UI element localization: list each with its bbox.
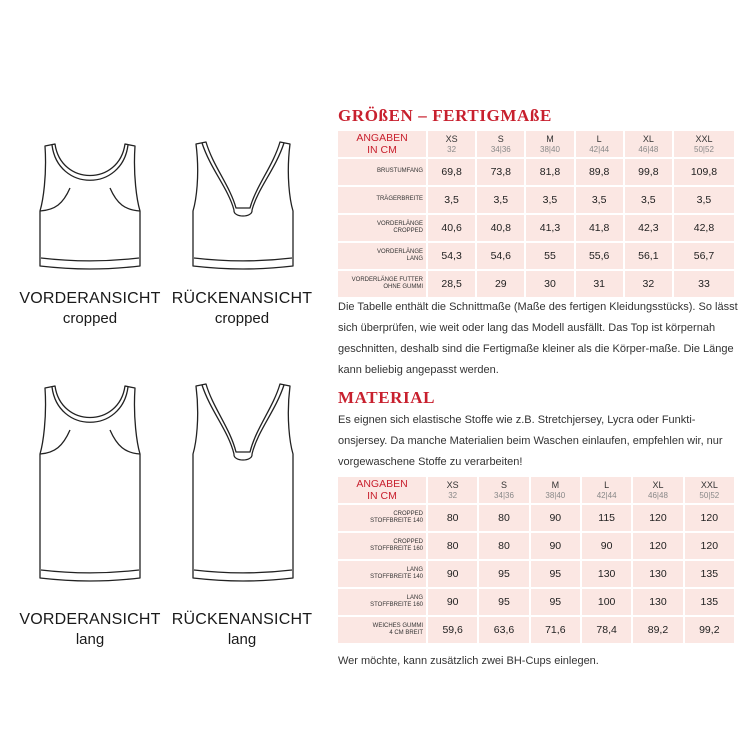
value-cell: 99,8 — [623, 159, 672, 185]
value-cell: 90 — [529, 533, 580, 559]
value-cell: 90 — [426, 561, 477, 587]
value-cell: 95 — [477, 561, 528, 587]
row-label: LANG STOFFBREITE 140 — [338, 561, 426, 587]
corner-line: IN CM — [367, 490, 397, 502]
value-cell: 120 — [683, 505, 734, 531]
value-cell: 41,3 — [524, 215, 573, 241]
value-cell: 99,2 — [683, 617, 734, 643]
value-cell: 71,6 — [529, 617, 580, 643]
row-label: TRÄGERBREITE — [338, 187, 426, 213]
row-label: VORDERLÄNGE LANG — [338, 243, 426, 269]
value-cell: 3,5 — [672, 187, 734, 213]
corner-line: IN CM — [367, 144, 397, 156]
caption-back-cropped — [157, 289, 327, 329]
value-cell: 95 — [529, 561, 580, 587]
value-cell: 120 — [631, 533, 682, 559]
value-cell: 100 — [580, 589, 631, 615]
size-column-header: S 34|36 — [475, 131, 524, 157]
value-cell: 31 — [574, 271, 623, 297]
material-heading: MATERIAL — [338, 388, 436, 407]
corner-line: ANGABEN — [356, 478, 408, 490]
value-cell: 89,8 — [574, 159, 623, 185]
sizes-heading: GRÖßEN – FERTIGMAßE — [338, 106, 552, 125]
value-cell: 55 — [524, 243, 573, 269]
table-row — [338, 215, 734, 241]
table-row — [338, 533, 734, 559]
value-cell: 30 — [524, 271, 573, 297]
value-cell: 90 — [580, 533, 631, 559]
value-cell: 120 — [631, 505, 682, 531]
size-column-header: XL 46|48 — [631, 477, 682, 503]
value-cell: 63,6 — [477, 617, 528, 643]
caption-front-cropped — [5, 289, 175, 329]
value-cell: 33 — [672, 271, 734, 297]
table-header-row — [338, 131, 734, 157]
back-long-sketch — [178, 366, 308, 596]
row-label: VORDERLÄNGE CROPPED — [338, 215, 426, 241]
row-label: BRUSTUMFANG — [338, 159, 426, 185]
value-cell: 69,8 — [426, 159, 475, 185]
value-cell: 40,6 — [426, 215, 475, 241]
value-cell: 3,5 — [574, 187, 623, 213]
value-cell: 120 — [683, 533, 734, 559]
value-cell: 56,1 — [623, 243, 672, 269]
size-column-header: XL 46|48 — [623, 131, 672, 157]
size-column-header: XXL 50|52 — [672, 131, 734, 157]
size-column-header: S 34|36 — [477, 477, 528, 503]
size-column-header: M 38|40 — [524, 131, 573, 157]
value-cell: 89,2 — [631, 617, 682, 643]
caption-back-long — [157, 610, 327, 650]
row-label: WEICHES GUMMI 4 CM BREIT — [338, 617, 426, 643]
value-cell: 135 — [683, 561, 734, 587]
row-label: VORDERLÄNGE FUTTER OHNE GUMMI — [338, 271, 426, 297]
size-column-header: M 38|40 — [529, 477, 580, 503]
value-cell: 130 — [631, 589, 682, 615]
table-header-row — [338, 477, 734, 503]
table-corner-cell — [338, 131, 426, 157]
caption-view: VORDERANSICHT — [19, 290, 161, 307]
value-cell: 90 — [529, 505, 580, 531]
value-cell: 80 — [426, 505, 477, 531]
caption-variant: lang — [227, 631, 257, 648]
material-text: Es eignen sich elastische Stoffe wie z.B. Stretchjersey, Lycra oder Funkti-onsjersey. Da manche Materialien beim Waschen einlaufen, empfehlen wir, nur vorgewaschene Stoffe zu verarbeiten! — [338, 414, 723, 468]
value-cell: 135 — [683, 589, 734, 615]
value-cell: 3,5 — [475, 187, 524, 213]
size-column-header: XS 32 — [426, 131, 475, 157]
row-label: CROPPED STOFFBREITE 160 — [338, 533, 426, 559]
value-cell: 73,8 — [475, 159, 524, 185]
value-cell: 95 — [529, 589, 580, 615]
back-cropped-sketch — [178, 126, 308, 276]
value-cell: 109,8 — [672, 159, 734, 185]
row-label: LANG STOFFBREITE 160 — [338, 589, 426, 615]
size-column-header: L 42|44 — [574, 131, 623, 157]
value-cell: 80 — [426, 533, 477, 559]
table-row — [338, 617, 734, 643]
caption-front-long — [5, 610, 175, 650]
value-cell: 80 — [477, 505, 528, 531]
table-row — [338, 159, 734, 185]
table-row — [338, 589, 734, 615]
value-cell: 3,5 — [524, 187, 573, 213]
table-corner-cell — [338, 477, 426, 503]
table-row — [338, 505, 734, 531]
caption-view: VORDERANSICHT — [19, 611, 161, 628]
value-cell: 28,5 — [426, 271, 475, 297]
value-cell: 130 — [580, 561, 631, 587]
sizes-note: Die Tabelle enthält die Schnittmaße (Maße des fertigen Kleidungsstücks). So lässt sich überprüfen, wie weit oder lang das Modell ausfällt. Das Top ist körpernah geschnitten, deshalb sind die Fertigmaße kleiner als die Körper-maße. Die Länge kann beliebig angepasst werden. — [338, 301, 738, 376]
caption-variant: cropped — [62, 310, 118, 327]
value-cell: 80 — [477, 533, 528, 559]
corner-line: ANGABEN — [356, 132, 408, 144]
table-row — [338, 187, 734, 213]
row-label: CROPPED STOFFBREITE 140 — [338, 505, 426, 531]
front-cropped-sketch — [25, 126, 155, 276]
value-cell: 56,7 — [672, 243, 734, 269]
value-cell: 41,8 — [574, 215, 623, 241]
value-cell: 115 — [580, 505, 631, 531]
value-cell: 42,8 — [672, 215, 734, 241]
size-column-header: XS 32 — [426, 477, 477, 503]
value-cell: 95 — [477, 589, 528, 615]
caption-view: RÜCKENANSICHT — [171, 290, 313, 307]
value-cell: 90 — [426, 589, 477, 615]
material-note: Wer möchte, kann zusätzlich zwei BH-Cups einlegen. — [338, 655, 599, 667]
value-cell: 54,6 — [475, 243, 524, 269]
value-cell: 130 — [631, 561, 682, 587]
size-column-header: L 42|44 — [580, 477, 631, 503]
value-cell: 54,3 — [426, 243, 475, 269]
value-cell: 3,5 — [623, 187, 672, 213]
value-cell: 81,8 — [524, 159, 573, 185]
table-row — [338, 271, 734, 297]
value-cell: 78,4 — [580, 617, 631, 643]
sizes-table — [338, 129, 734, 299]
value-cell: 55,6 — [574, 243, 623, 269]
value-cell: 40,8 — [475, 215, 524, 241]
table-row — [338, 243, 734, 269]
value-cell: 59,6 — [426, 617, 477, 643]
caption-variant: cropped — [214, 310, 270, 327]
front-long-sketch — [25, 366, 155, 596]
caption-view: RÜCKENANSICHT — [171, 611, 313, 628]
value-cell: 3,5 — [426, 187, 475, 213]
table-row — [338, 561, 734, 587]
size-column-header: XXL 50|52 — [683, 477, 734, 503]
value-cell: 32 — [623, 271, 672, 297]
value-cell: 29 — [475, 271, 524, 297]
value-cell: 42,3 — [623, 215, 672, 241]
caption-variant: lang — [75, 631, 105, 648]
material-table — [338, 475, 734, 645]
